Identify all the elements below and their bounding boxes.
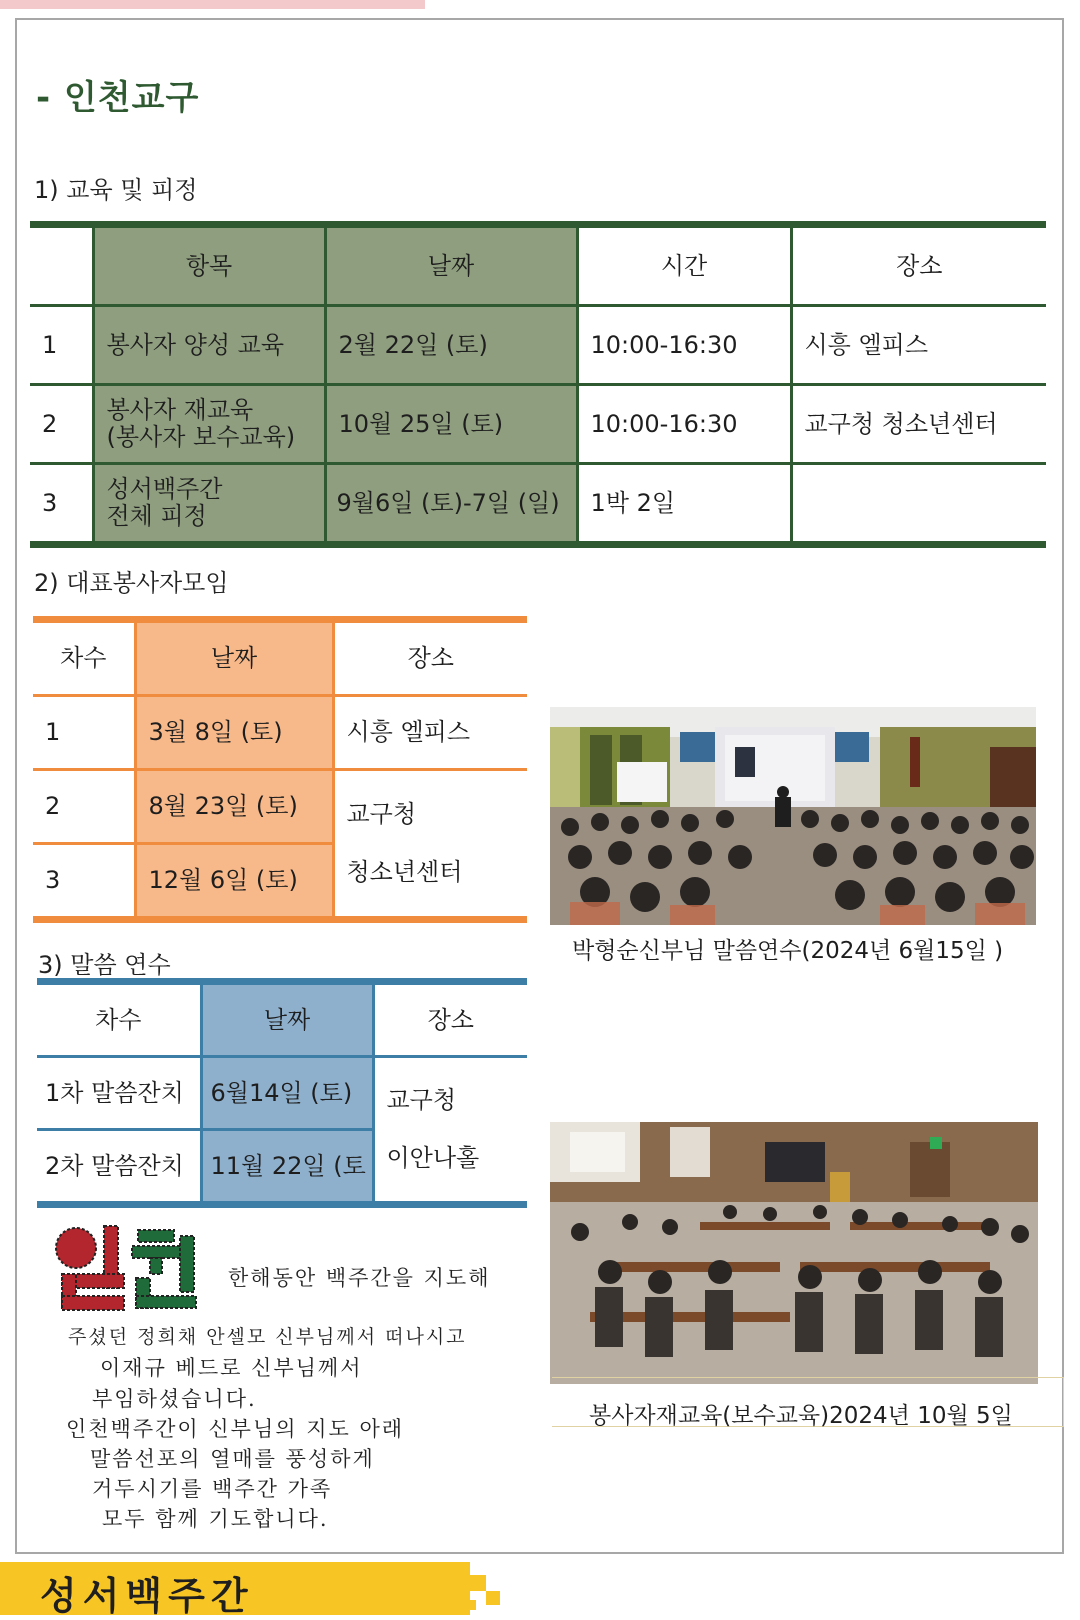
table-row [33,696,527,770]
table-row [30,306,1046,385]
incheon-logo-art [52,1222,202,1314]
merged-place-cell [333,770,527,920]
place-cell: 시흥 엘피스 [791,306,1046,385]
table-row [37,1057,527,1130]
date-cell: 12월 6일 (토) [135,844,333,920]
table-header-row [37,982,527,1057]
header-cell: 날짜 [201,982,373,1057]
note-line: 거두시기를 백주간 가족 [92,1477,333,1501]
time-cell: 10:00-16:30 [577,385,791,464]
word-training-table [37,978,527,1208]
place-cell: 교구청 청소년센터 [791,385,1046,464]
note-line: 모두 함께 기도합니다. [102,1507,329,1531]
header-cell: 장소 [791,225,1046,306]
incheon-logo [52,1222,202,1314]
header-cell: 장소 [373,982,527,1057]
header-cell: 항목 [93,225,325,306]
footer-pixel-decoration [470,1575,486,1591]
item-line: 봉사자 양성 교육 [106,330,285,359]
header-cell: 차수 [37,982,201,1057]
time-cell: 1박 2일 [577,464,791,545]
footer-logo-text: 성서백주간 [40,1573,254,1618]
date-cell: 11월 22일 (토 [201,1130,373,1205]
table-row [30,464,1046,545]
date-cell: 8월 23일 (토) [135,770,333,844]
date-cell: 10월 25일 (토) [325,385,577,464]
note-line: 말씀선포의 열매를 풍성하게 [90,1447,375,1471]
place-cell: 시흥 엘피스 [333,696,527,770]
lecture-photo [550,707,1036,925]
row-number: 1 [30,306,93,385]
table-row [30,385,1046,464]
place-cell [791,464,1046,545]
place-line: 교구청 [386,1085,457,1114]
row-number: 3 [45,866,61,895]
time-cell: 10:00-16:30 [577,306,791,385]
item-line: 봉사자 재교육 [106,396,254,425]
education-retreat-table [30,221,1046,548]
item-line: 성서백주간 [106,475,223,504]
place-line: 교구청 [346,799,417,828]
row-number: 3 [42,488,58,517]
header-cell [30,225,93,306]
row-number: 1 [33,696,135,770]
item-cell [93,464,325,545]
item-line: 전체 피정 [106,502,207,530]
retraining-photo [550,1122,1038,1384]
date-cell: 9월6일 (토)-7일 (일) [325,464,577,545]
subsection-title-leaders-meeting: 2) 대표봉사자모임 [34,569,229,597]
note-line: 부임하셨습니다. [92,1387,257,1411]
retraining-photo-image [550,1122,1038,1384]
leaders-meeting-table [33,616,527,923]
date-cell: 3월 8일 (토) [135,696,333,770]
header-cell: 시간 [577,225,791,306]
lecture-photo-caption: 박형순신부님 말씀연수(2024년 6월15일 ) [572,938,1004,964]
date-cell: 2월 22일 (토) [325,306,577,385]
retraining-photo-caption: 봉사자재교육(보수교육)2024년 10월 5일 [589,1403,1013,1429]
item-cell [93,385,325,464]
lecture-photo-image [550,707,1036,925]
table-row [33,770,527,844]
subsection-title-education: 1) 교육 및 피정 [34,176,198,204]
item-cell [93,306,325,385]
note-line: 인천백주간이 신부님의 지도 아래 [66,1417,405,1441]
session-cell: 2차 말씀잔치 [45,1151,184,1180]
note-line: 주셨던 정희채 안셀모 신부님께서 떠나시고 [68,1326,467,1348]
row-number: 2 [33,770,135,844]
note-line: 한해동안 백주간을 지도해 [228,1266,491,1290]
header-cell: 날짜 [135,620,333,696]
top-accent-bar [0,0,425,9]
date-cell: 6월14일 (토) [201,1057,373,1130]
place-line: 청소년센터 [346,857,463,886]
row-number: 2 [30,385,93,464]
section-title: - 인천교구 [36,78,200,118]
header-cell: 차수 [33,620,135,696]
note-line: 이재규 베드로 신부님께서 [100,1356,363,1380]
merged-place-cell [373,1057,527,1205]
item-line: (봉사자 보수교육) [106,423,296,451]
place-line: 이안나홀 [386,1143,480,1172]
table-header-row [33,620,527,696]
footer-pixel-decoration [466,1600,476,1610]
subsection-title-word-training: 3) 말씀 연수 [38,951,171,979]
table-header-row [30,225,1046,306]
header-cell: 날짜 [325,225,577,306]
footer-pixel-decoration [486,1591,500,1605]
header-cell: 장소 [333,620,527,696]
session-cell: 1차 말씀잔치 [37,1057,201,1130]
